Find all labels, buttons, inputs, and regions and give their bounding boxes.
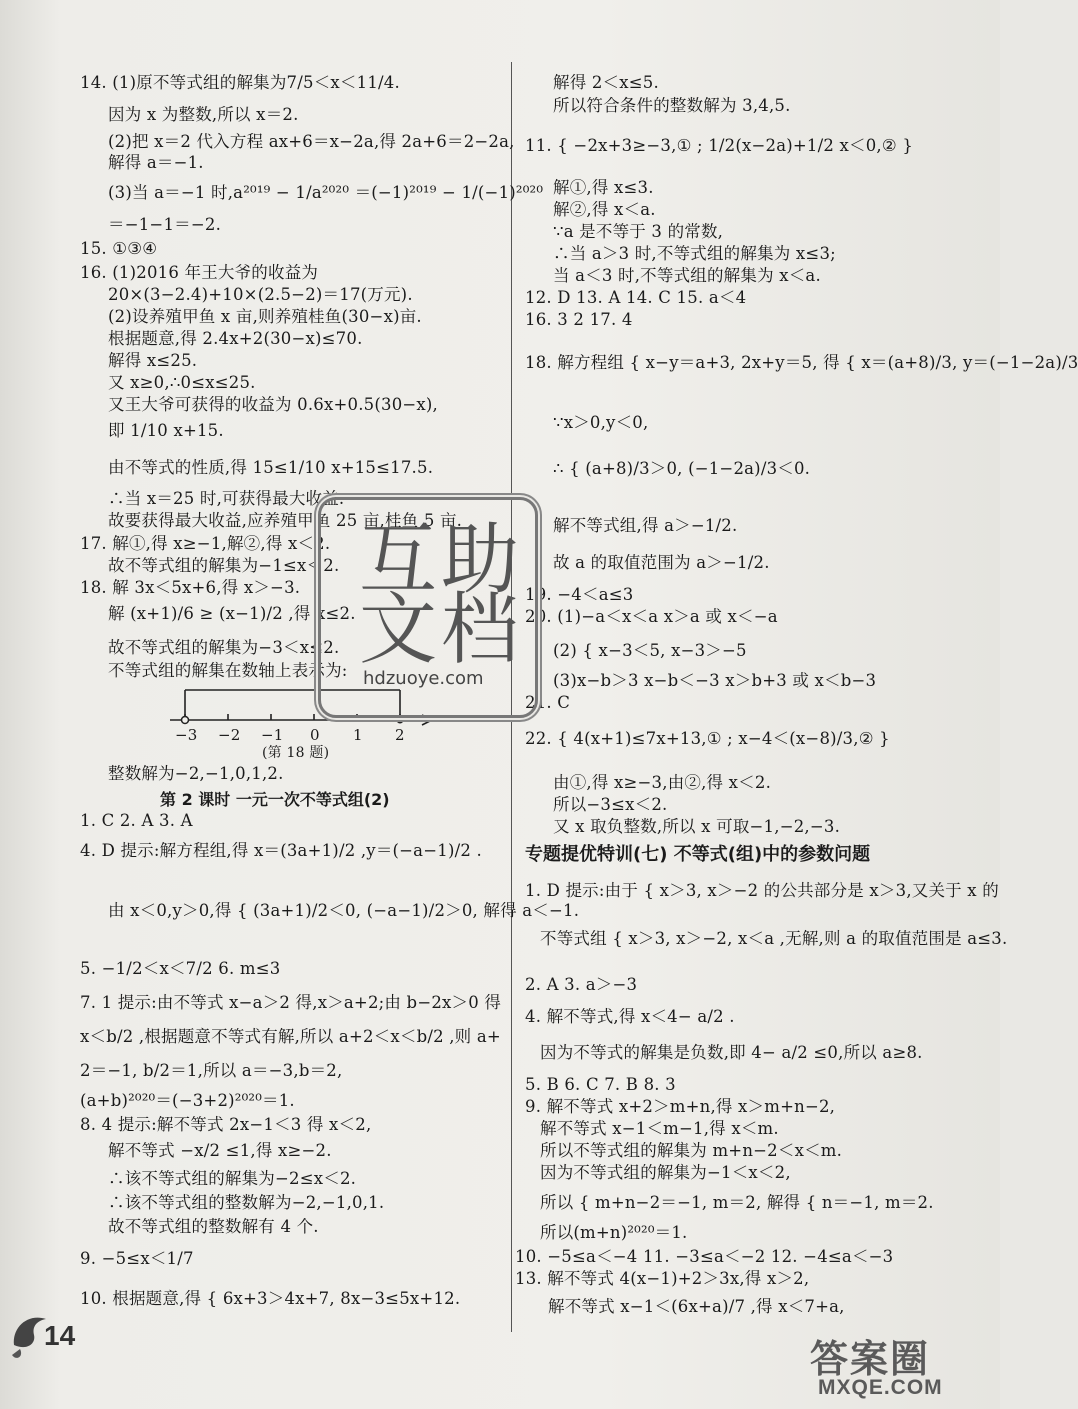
text-line: 解①,得 x≤3. — [553, 178, 654, 197]
text-line: 又 x 取负整数,所以 x 可取−1,−2,−3. — [553, 817, 841, 836]
text-line: 5. −1/2＜x＜7/2 6. m≤3 — [80, 959, 281, 978]
text-line: 20. (1)−a＜x＜a x＞a 或 x＜−a — [525, 607, 778, 626]
watermark-char: 文 — [359, 585, 438, 675]
text-line: 又王大爷可获得的收益为 0.6x+0.5(30−x), — [108, 395, 439, 414]
text-line: x＜b/2 ,根据题意不等式有解,所以 a+2＜x＜b/2 ,则 a+ — [80, 1027, 501, 1046]
text-line: 所以(m+n)²⁰²⁰＝1. — [540, 1223, 688, 1242]
text-line: 16. (1)2016 年王大爷的收益为 — [80, 263, 319, 282]
text-line: 解得 x≤25. — [108, 351, 198, 370]
text-line: 解得 2＜x≤5. — [553, 73, 659, 92]
text-line: 11. { −2x+3≥−3,① ; 1/2(x−2a)+1/2 x＜0,② } — [525, 136, 914, 155]
text-line: 故不等式组的解集为−1≤x＜2. — [108, 556, 340, 575]
text-line: 4. 解不等式,得 x＜4− a/2 . — [525, 1007, 735, 1026]
text-line: 解不等式 x−1＜m−1,得 x＜m. — [540, 1119, 779, 1138]
text-line: 1. D 提示:由于 { x＞3, x＞−2 的公共部分是 x＞3,又关于 x 的 — [525, 881, 999, 900]
text-line: 2＝−1, b/2＝1,所以 a＝−3,b＝2, — [80, 1061, 343, 1080]
watermark-url: hdzuoye.com — [363, 668, 484, 689]
text-line: 因为不等式的解集是负数,即 4− a/2 ≤0,所以 a≥8. — [540, 1043, 923, 1062]
text-line: 故 a 的取值范围为 a＞−1/2. — [553, 553, 770, 572]
text-line: 由不等式的性质,得 15≤1/10 x+15≤17.5. — [108, 458, 434, 477]
text-line: 9. 解不等式 x+2＞m+n,得 x＞m+n−2, — [525, 1097, 836, 1116]
text-line: 解 (x+1)/6 ≥ (x−1)/2 ,得 x≤2. — [108, 604, 356, 623]
text-line: 9. −5≤x＜1/7 — [80, 1249, 194, 1268]
text-line: 4. D 提示:解方程组,得 x＝(3a+1)/2 ,y＝(−a−1)/2 . — [80, 841, 482, 860]
text-line: 故不等式组的解集为−3＜x≤2. — [108, 638, 340, 657]
text-line: 16. 3 2 17. 4 — [525, 310, 633, 329]
text-line: 19. −4＜a≤3 — [525, 585, 634, 604]
text-line: 故不等式组的整数解有 4 个. — [108, 1217, 319, 1236]
text-line: (3)当 a＝−1 时,a²⁰¹⁹ − 1/a²⁰²⁰ ＝(−1)²⁰¹⁹ − 1/(−1)²⁰²⁰ — [108, 183, 544, 202]
site-logo — [790, 1328, 990, 1403]
page-number: 14 — [44, 1320, 76, 1351]
text-line: (2)把 x＝2 代入方程 ax+6＝x−2a,得 2a+6＝2−2a, — [108, 132, 515, 151]
text-line: 不等式组 { x＞3, x＞−2, x＜a ,无解,则 a 的取值范围是 a≤3. — [540, 929, 1008, 948]
text-line: 解不等式组,得 a＞−1/2. — [553, 516, 738, 535]
text-line: (2)设养殖甲鱼 x 亩,则养殖桂鱼(30−x)亩. — [108, 307, 422, 326]
text-line: 不等式组的解集在数轴上表示为: — [108, 661, 348, 680]
text-line: (a+b)²⁰²⁰＝(−3+2)²⁰²⁰＝1. — [80, 1091, 295, 1110]
text-line: ∵a 是不等于 3 的常数, — [553, 222, 724, 241]
text-line: 7. 1 提示:由不等式 x−a＞2 得,x＞a+2;由 b−2x＞0 得 — [80, 993, 502, 1012]
text-line: 14. (1)原不等式组的解集为7/5＜x＜11/4. — [80, 73, 400, 92]
text-line: 故要获得最大收益,应养殖甲鱼 25 亩,桂鱼 5 亩. — [108, 511, 463, 530]
text-line: 由①,得 x≥−3,由②,得 x＜2. — [553, 773, 772, 792]
text-line: 整数解为−2,−1,0,1,2. — [108, 764, 284, 783]
watermark-stamp — [318, 497, 538, 718]
section-title-right: 专题提优特训(七) 不等式(组)中的参数问题 — [525, 844, 871, 865]
text-line: ∴该不等式组的整数解为−2,−1,0,1. — [108, 1193, 385, 1212]
text-line: 2. A 3. a＞−3 — [525, 975, 638, 994]
text-line: 1. C 2. A 3. A — [80, 811, 193, 830]
text-line: 20×(3−2.4)+10×(2.5−2)＝17(万元). — [108, 285, 413, 304]
text-line: 所以 { m+n−2＝−1, m＝2, 解得 { n＝−1, m＝2. — [540, 1193, 934, 1212]
text-line: 又 x≥0,∴0≤x≤25. — [108, 373, 256, 392]
text-line: ∴ { (a+8)/3＞0, (−1−2a)/3＜0. — [553, 459, 811, 478]
text-line: 解②,得 x＜a. — [553, 200, 656, 219]
watermark-char: 档 — [441, 585, 520, 675]
watermark-char: 互 — [359, 515, 438, 605]
text-line: 8. 4 提示:解不等式 2x−1＜3 得 x＜2, — [80, 1115, 372, 1134]
text-line: 所以符合条件的整数解为 3,4,5. — [553, 96, 791, 115]
text-line: 解不等式 −x/2 ≤1,得 x≥−2. — [108, 1141, 332, 1160]
text-line: 5. B 6. C 7. B 8. 3 — [525, 1075, 676, 1094]
text-line: 21. C — [525, 693, 571, 712]
text-line: 10. −5≤a＜−4 11. −3≤a＜−2 12. −4≤a＜−3 — [515, 1247, 894, 1266]
number-line-tick-label: −2 — [218, 726, 241, 744]
number-line-tick-label: 2 — [395, 726, 405, 744]
text-line: ∴当 a＞3 时,不等式组的解集为 x≤3; — [553, 244, 836, 263]
text-line: 解不等式 x−1＜(6x+a)/7 ,得 x＜7+a, — [548, 1297, 845, 1316]
text-line: 17. 解①,得 x≥−1,解②,得 x＜2. — [80, 534, 331, 553]
text-line: 18. 解方程组 { x−y＝a+3, 2x+y＝5, 得 { x＝(a+8)/3, y＝(−1−2a)/3 — [525, 353, 1078, 372]
text-line: 因为不等式组的解集为−1＜x＜2, — [540, 1163, 791, 1182]
text-line: 即 1/10 x+15. — [108, 421, 224, 440]
text-line: 所以不等式组的解集为 m+n−2＜x＜m. — [540, 1141, 843, 1160]
text-line: 22. { 4(x+1)≤7x+13,① ; x−4＜(x−8)/3,② } — [525, 729, 890, 748]
text-line: (2) { x−3＜5, x−3＞−5 — [553, 641, 747, 660]
text-line: 因为 x 为整数,所以 x＝2. — [108, 105, 299, 124]
text-line: 根据题意,得 2.4x+2(30−x)≤70. — [108, 329, 363, 348]
text-line: 10. 根据题意,得 { 6x+3＞4x+7, 8x−3≤5x+12. — [80, 1289, 461, 1308]
text-line: 18. 解 3x＜5x+6,得 x＞−3. — [80, 578, 301, 597]
section-title-left: 第 2 课时 一元一次不等式组(2) — [160, 790, 390, 809]
watermark-char: 助 — [441, 515, 520, 605]
text-line: ∵x＞0,y＜0, — [553, 413, 649, 432]
text-line: ＝−1−1＝−2. — [108, 215, 222, 234]
number-line-tick-label: −3 — [175, 726, 198, 744]
site-logo-text: 答案圈 — [810, 1337, 931, 1381]
text-line: 12. D 13. A 14. C 15. a＜4 — [525, 288, 747, 307]
number-line-tick-label: 1 — [353, 726, 363, 744]
text-line: ∴该不等式组的解集为−2≤x＜2. — [108, 1169, 357, 1188]
text-line: 由 x＜0,y＞0,得 { (3a+1)/2＜0, (−a−1)/2＞0, 解得 a＜−1. — [108, 901, 580, 920]
text-line: 当 a＜3 时,不等式组的解集为 x＜a. — [553, 266, 821, 285]
site-logo-url: MXQE.COM — [818, 1376, 943, 1399]
text-line: 所以−3≤x＜2. — [553, 795, 668, 814]
text-line: 13. 解不等式 4(x−1)+2＞3x,得 x＞2, — [515, 1269, 810, 1288]
text-line: 解得 a＝−1. — [108, 153, 204, 172]
number-line-tick-label: 0 — [310, 726, 320, 744]
text-line: (3)x−b＞3 x−b＜−3 x＞b+3 或 x＜b−3 — [553, 671, 877, 690]
number-line-tick-label: −1 — [261, 726, 284, 744]
figure-caption: (第 18 题) — [262, 745, 330, 761]
text-line: ∴当 x＝25 时,可获得最大收益. — [108, 489, 345, 508]
text-line: 15. ①③④ — [80, 239, 158, 258]
